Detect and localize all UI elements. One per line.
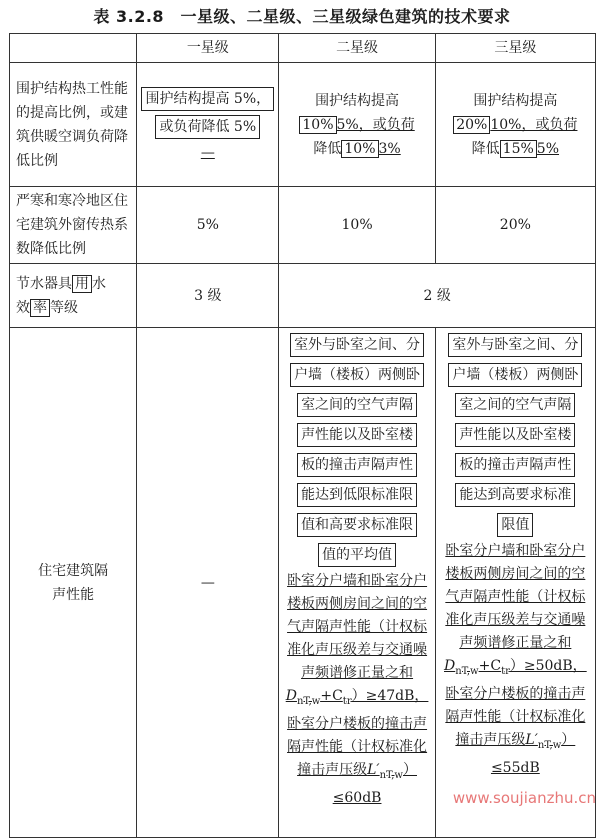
cell-one-star: 3 级 <box>137 264 279 328</box>
subscript: nT,w <box>379 769 403 781</box>
symbol: L′ <box>525 731 538 748</box>
row-label: 住宅建筑隔声性能 <box>10 328 137 838</box>
revised-char: 率 <box>30 299 50 317</box>
cell-text: 3% <box>378 140 401 157</box>
revised-line: 声性能以及卧室楼 <box>297 423 417 447</box>
row-label: 严寒和寒冷地区住宅建筑外窗传热系数降低比例 <box>10 187 137 264</box>
revised-value: 10% <box>341 140 378 158</box>
cell-one-star: — <box>137 328 279 838</box>
symbol: L′ <box>367 761 380 778</box>
dash-mark: — <box>200 144 215 161</box>
header-blank <box>10 34 137 63</box>
cell-two-three-star: 2 级 <box>279 264 596 328</box>
revised-text: 围护结构提高 5%， <box>141 87 274 111</box>
header-two-star: 二星级 <box>279 34 435 63</box>
symbol: D <box>444 658 456 674</box>
header-one-star: 一星级 <box>137 34 279 63</box>
cell-text: 卧室分户墙和卧室分户楼板两侧房间之间的空气声隔声性能（计权标准化声压级差与交通噪声频谱修正量之和 <box>287 573 428 681</box>
revised-box-group <box>282 330 431 570</box>
cell-text: 降低 <box>313 140 342 157</box>
cell-one-star <box>137 63 279 187</box>
revised-line: 板的撞击声隔声性 <box>455 453 575 477</box>
row-label: 围护结构热工性能的提高比例，或建筑供暖空调负荷降低比例 <box>10 63 137 187</box>
revised-line: 户墙（楼板）两侧卧 <box>290 363 424 387</box>
label-text: 效 <box>16 299 30 316</box>
row-label <box>10 264 137 328</box>
revised-line: 声性能以及卧室楼 <box>455 423 575 447</box>
revised-line: 户墙（楼板）两侧卧 <box>448 363 582 387</box>
revised-line: 限值 <box>497 513 533 537</box>
cell-two-star: 10% <box>279 187 435 264</box>
subscript: nT,w <box>296 695 321 707</box>
cell-text: 10%，或负荷 <box>490 116 578 133</box>
revised-line: 室之间的空气声隔 <box>455 393 575 417</box>
symbol: +C <box>320 688 343 704</box>
label-text: 水 <box>92 275 106 292</box>
subscript: tr <box>342 695 352 707</box>
revised-line: 能达到高要求标准 <box>455 483 575 507</box>
subscript: nT,w <box>455 665 479 677</box>
underlined-text <box>282 570 431 810</box>
header-three-star: 三星级 <box>435 34 595 63</box>
row-acoustic <box>10 328 596 838</box>
label-text: 节水器具 <box>16 275 72 292</box>
cell-text: 5% <box>536 140 560 157</box>
table-title: 表 3.2.8 一星级、二星级、三星级绿色建筑的技术要求 <box>93 7 511 26</box>
revised-value: 15% <box>500 140 537 158</box>
cell-text: 围护结构提高 <box>473 92 558 109</box>
revised-box-group <box>439 330 592 540</box>
cell-text: 卧室分户墙和卧室分户楼板两侧房间之间的空气声隔声性能（计权标准化声压级差与交通噪声频谱修正量之和 <box>445 543 586 651</box>
row-envelope <box>10 63 596 187</box>
symbol: +C <box>478 658 502 674</box>
revised-line: 室外与卧室之间、分 <box>448 333 582 357</box>
revised-line: 能达到低限标准限 <box>297 483 417 507</box>
revised-line: 值和高要求标准限 <box>297 513 417 537</box>
cell-one-star: 5% <box>137 187 279 264</box>
revised-text: 或负荷降低 5% <box>155 115 260 139</box>
row-water <box>10 264 596 328</box>
cell-three-star: 20% <box>435 187 595 264</box>
cell-text: 5%，或负荷 <box>336 116 415 133</box>
revised-line: 板的撞击声隔声性 <box>297 453 417 477</box>
underlined-text <box>439 540 592 780</box>
row-window <box>10 187 596 264</box>
revised-char: 用 <box>72 275 92 293</box>
cell-three-star <box>435 63 595 187</box>
watermark: www.soujianzhu.cn <box>452 789 596 807</box>
cell-text: 降低 <box>471 140 500 157</box>
cell-two-star <box>279 63 435 187</box>
revised-value: 20% <box>453 116 490 134</box>
revised-line: 室之间的空气声隔 <box>297 393 417 417</box>
revised-line: 室外与卧室之间、分 <box>290 333 424 357</box>
cell-text: ）≥50dB，卧室分户楼板的撞击声隔声性能（计权标准化撞击声压级 <box>445 658 587 748</box>
cell-text: ）≤60dB <box>332 761 417 806</box>
cell-text: ）≥47dB，卧室分户楼板的撞击声隔声性能（计权标准化撞击声压级 <box>287 688 429 778</box>
label-text: 等级 <box>50 299 78 316</box>
header-row <box>10 34 596 63</box>
subscript: nT,w <box>537 739 562 751</box>
revised-value: 10% <box>299 116 336 134</box>
revised-line: 值的平均值 <box>318 543 396 567</box>
cell-two-star <box>279 328 435 838</box>
symbol: D <box>285 688 297 704</box>
requirements-table <box>9 33 596 838</box>
cell-three-star <box>435 328 595 838</box>
cell-text: ）≤55dB <box>490 731 576 776</box>
cell-text: 围护结构提高 <box>315 92 400 109</box>
subscript: tr <box>501 665 510 677</box>
